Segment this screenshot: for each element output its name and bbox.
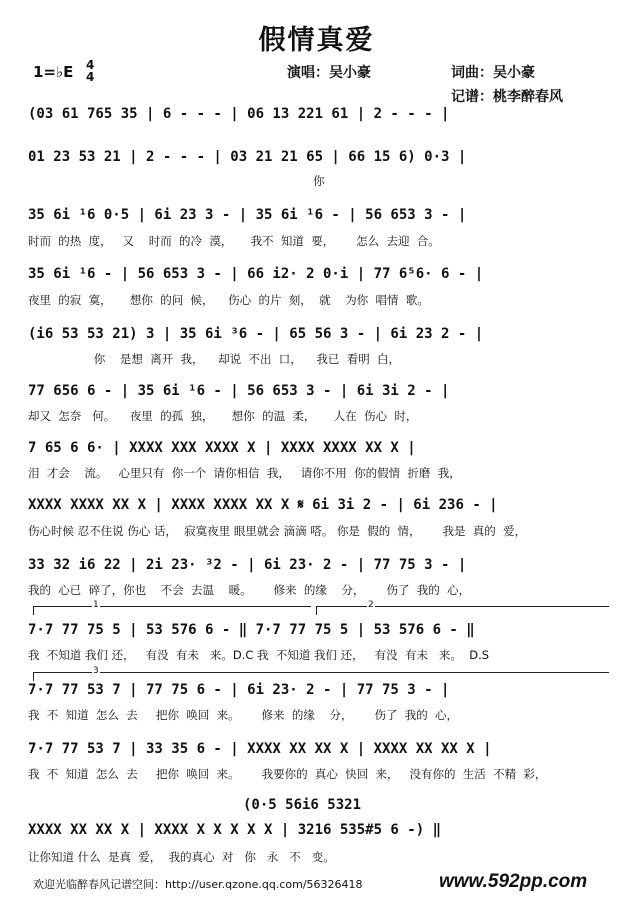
notation-line-8: XXXX XXXX XX X | XXXX XXXX XX X 𝄋 6i 3i 2 - | 6i 236 - | — [28, 497, 498, 513]
key-signature: 1=♭E — [33, 63, 74, 81]
lyrics-line-11: 我 不 知道 怎么 去 把你 唤回 来。 修来 的缘 分， 伤了 我的 心， — [28, 708, 459, 722]
lyrics-line-3: 时而 的热 度， 又 时而 的冷 漠， 我不 知道 要， 怎么 去迎 合。 — [28, 234, 440, 248]
singer: 演唱：吴小豪 — [287, 65, 371, 81]
lyrics-line-13: 让你知道 什么 是真 爱， 我的真心 对 你 永 不 变。 — [28, 850, 335, 864]
lyrics-line-9: 我的 心已 碎了，你也 不会 去温 暖。 修来 的缘 分， 伤了 我的 心， — [28, 583, 471, 597]
time-signature-top: 4 — [86, 58, 95, 72]
time-signature — [86, 59, 94, 83]
notation-line-9: 33 32 i6 22 | 2i 23· ³2 - | 6i 23· 2 - | 77 75 3 - | — [28, 557, 467, 573]
lyrics-line-7: 泪 才会 流。 心里只有 你一个 请你相信 我， 请你不用 你的假情 折磨 我， — [28, 466, 461, 480]
song-title: 假情真爱 — [258, 25, 375, 56]
notation-line-7: 7 65 6 6· | XXXX XXX XXXX X | XXXX XXXX XX X | — [28, 440, 416, 456]
lyricist-composer: 词曲：吴小豪 — [451, 65, 535, 81]
notation-line-3: 35 6i ¹6 0·5 | 6i 23 3 - | 35 6i ¹6 - | 56 653 3 - | — [28, 207, 467, 223]
ending-number-2: 2 — [368, 600, 374, 610]
notation-line-6: 77 656 6 - | 35 6i ¹6 - | 56 653 3 - | 6i 3i 2 - | — [28, 383, 450, 399]
notation-line-2: 01 23 53 21 | 2 - - - | 03 21 21 65 | 66 15 6) 0·3 | — [28, 149, 467, 165]
time-signature-bottom: 4 — [86, 70, 95, 84]
lyrics-line-2: 你 — [28, 174, 325, 188]
notation-line-11: 7·7 77 53 7 | 77 75 6 - | 6i 23· 2 - | 77 75 3 - | — [28, 682, 450, 698]
notation-line-10: 7·7 77 75 5 | 53 576 6 - ‖ 7·7 77 75 5 | 53 576 6 - ‖ — [28, 622, 475, 638]
lyrics-line-8: 伤心时候 忍不住说 伤心 话， 寂寞夜里 眼里就会 滴滴 嗒。 你是 假的 情， 我是 真的 爱， — [28, 524, 527, 538]
ending-bracket-2 — [316, 606, 609, 615]
footer-text: 欢迎光临醉春风记谱空间：http://user.qzone.qq.com/56326418 — [33, 878, 363, 891]
ending-number-3: 3 — [93, 666, 99, 676]
notation-line-13: XXXX XX XX X | XXXX X X X X X | 3216 535#5 6 -) ‖ — [28, 822, 442, 838]
notation-line-5: (i6 53 53 21) 3 | 35 6i ³6 - | 65 56 3 - | 6i 23 2 - | — [28, 326, 484, 342]
lyrics-line-5: 你 是想 离开 我， 却说 不出 口， 我已 看明 白， — [28, 352, 401, 366]
ending-bracket-1 — [33, 606, 311, 615]
ending-bracket-3 — [33, 672, 609, 681]
lyrics-line-10: 我 不知道 我们 还， 有没 有未 来。D.C 我 不知道 我们 还， 有没 有未 来。 D.S — [28, 648, 490, 662]
lyrics-line-4: 夜里 的寂 寞， 想你 的问 候， 伤心 的片 刻， 就 为你 唱情 歌。 — [28, 293, 429, 307]
lyrics-line-12: 我 不 知道 怎么 去 把你 唤回 来。 我要你的 真心 快回 来， 没有你的 生活 不精 彩， — [28, 767, 547, 781]
notation-line-12: 7·7 77 53 7 | 33 35 6 - | XXXX XX XX X | XXXX XX XX X | — [28, 741, 492, 757]
notation-line-1: (03 61 765 35 | 6 - - - | 06 13 221 61 | 2 - - - | — [28, 106, 450, 122]
transcriber: 记谱：桃李醉春风 — [451, 89, 563, 105]
site-logo: www.592pp.com — [439, 871, 588, 892]
notation-line-4: 35 6i ¹6 - | 56 653 3 - | 66 i2· 2 0·i | 77 6⁵6· 6 - | — [28, 266, 484, 282]
coda-intro: (0·5 56i6 5321 — [243, 797, 362, 813]
ending-number-1: 1 — [93, 600, 99, 610]
lyrics-line-6: 却又 怎奈 何。 夜里 的孤 独， 想你 的温 柔， 人在 伤心 时， — [28, 409, 418, 423]
